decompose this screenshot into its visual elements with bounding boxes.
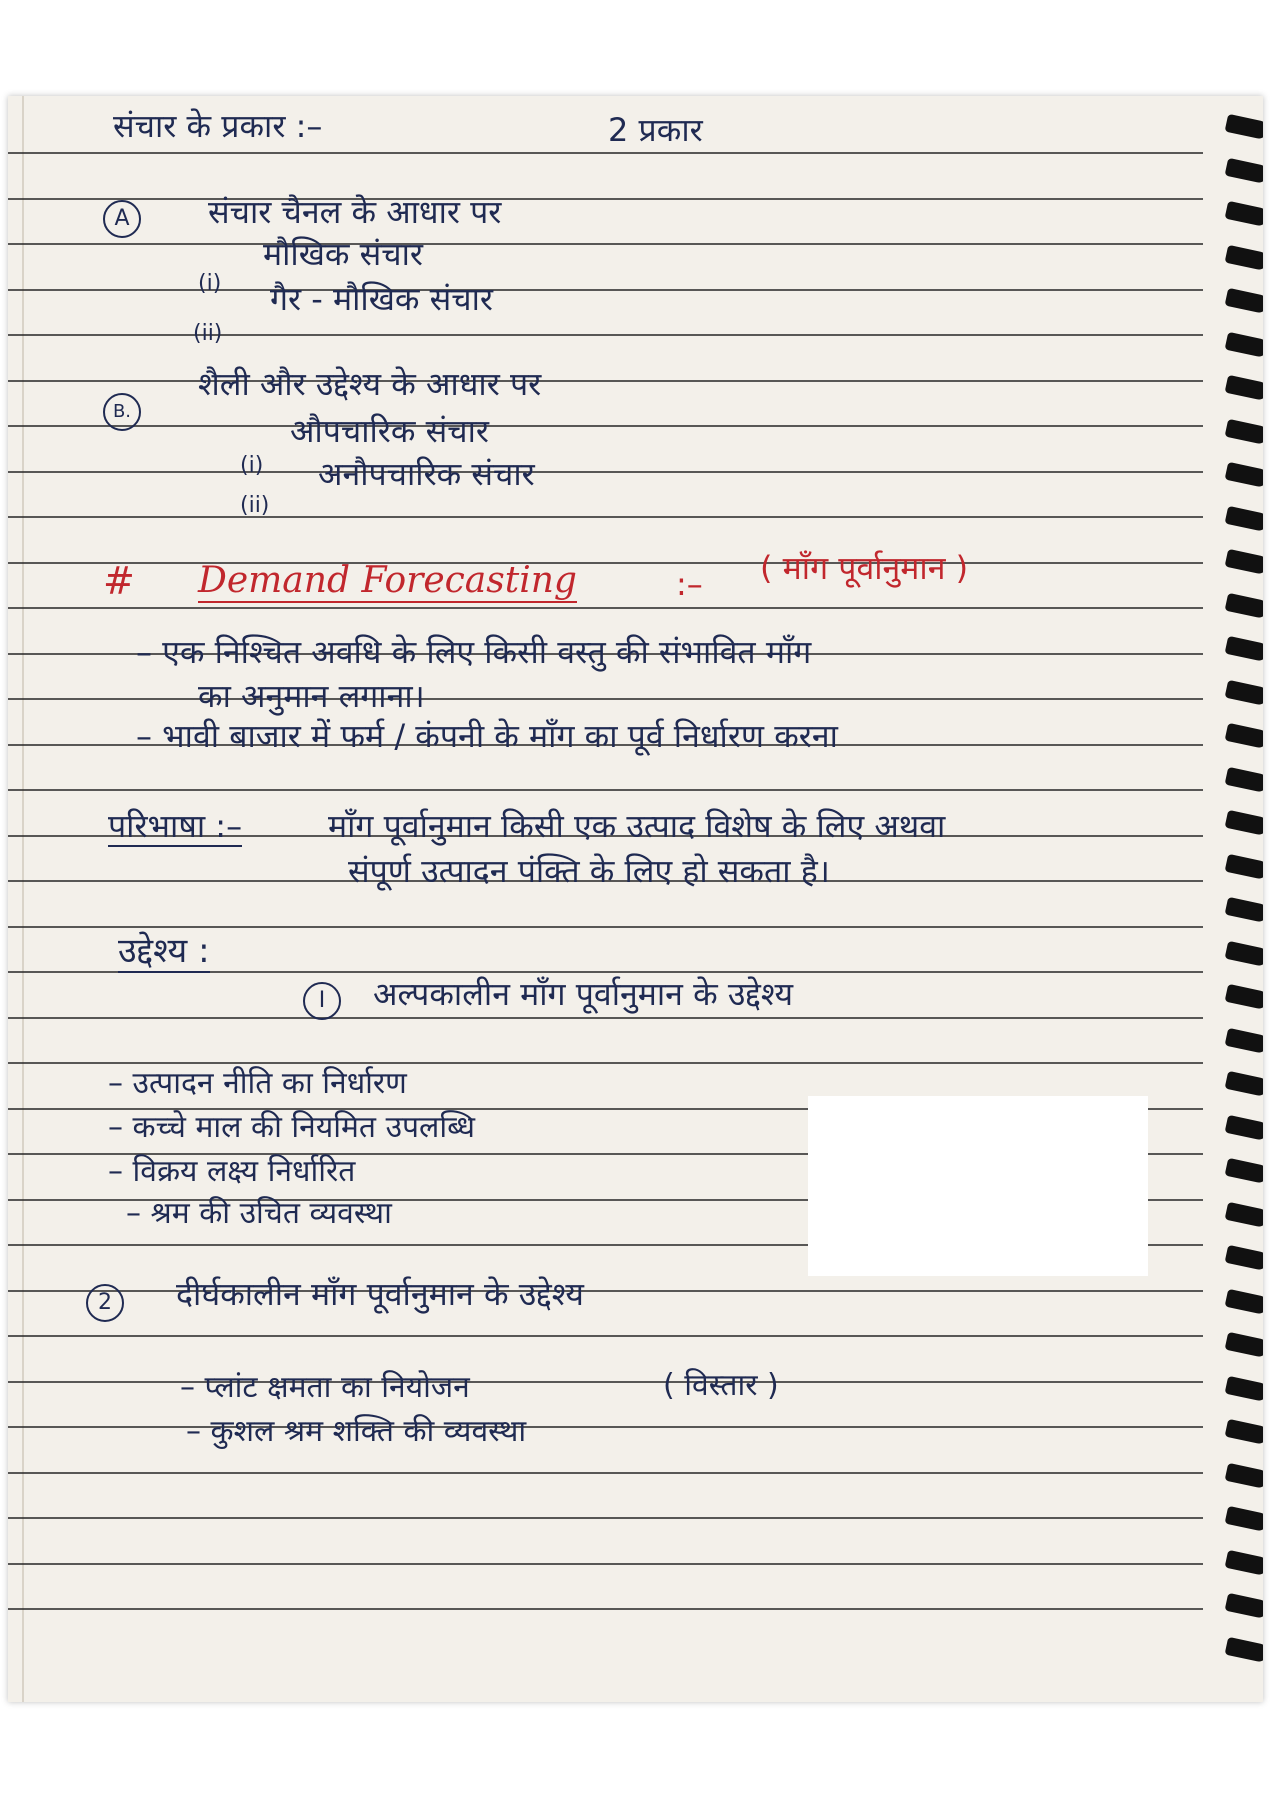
- spiral-ring: [1225, 940, 1263, 966]
- section-b-item-2: अनौपचारिक संचार: [318, 455, 535, 493]
- long-term-marker: 2: [86, 1278, 124, 1322]
- demand-hindi-title: ( माँग पूर्वानुमान ): [760, 549, 969, 587]
- spiral-ring: [1225, 853, 1263, 879]
- ruled-line: [8, 198, 1203, 200]
- spiral-ring: [1225, 1636, 1263, 1662]
- spiral-ring: [1225, 1027, 1263, 1053]
- ruled-line: [8, 1517, 1203, 1519]
- spiral-ring: [1225, 201, 1263, 227]
- section-b-item-1: औपचारिक संचार: [290, 412, 489, 450]
- ruled-line: [8, 1563, 1203, 1565]
- short-item-2: – कच्चे माल की नियमित उपलब्धि: [108, 1110, 476, 1145]
- spiral-ring: [1225, 244, 1263, 270]
- ruled-line: [8, 152, 1203, 154]
- bullet-2: – भावी बाजार में फर्म / कंपनी के माँग का पूर्व निर्धारण करना: [136, 717, 838, 755]
- short-term-title: अल्पकालीन माँग पूर्वानुमान के उद्देश्य: [373, 975, 794, 1013]
- demand-title: Demand Forecasting: [198, 560, 577, 601]
- spiral-ring: [1225, 636, 1263, 662]
- spiral-ring: [1225, 679, 1263, 705]
- spiral-ring: [1225, 1201, 1263, 1227]
- ruled-line: [8, 380, 1203, 382]
- section-a-item-1: मौखिक संचार: [263, 235, 423, 273]
- long-item-2: – कुशल श्रम शक्ति की व्यवस्था: [186, 1414, 527, 1449]
- ruled-line: [8, 789, 1203, 791]
- spiral-ring: [1225, 897, 1263, 923]
- page-heading: संचार के प्रकार :–: [113, 107, 323, 145]
- spiral-ring: [1225, 331, 1263, 357]
- ruled-line: [8, 562, 1203, 564]
- section-b-item-1-num: (i): [240, 453, 264, 478]
- definition-line-1: माँग पूर्वानुमान किसी एक उत्पाद विशेष के लिए अथवा: [328, 807, 946, 845]
- ruled-line: [8, 425, 1203, 427]
- spiral-ring: [1225, 1332, 1263, 1358]
- definition-label: परिभाषा :–: [108, 807, 243, 845]
- redacted-area: [808, 1096, 1148, 1276]
- notebook-page: [8, 96, 1263, 1702]
- long-term-title: दीर्घकालीन माँग पूर्वानुमान के उद्देश्य: [176, 1275, 584, 1313]
- heading-count: 2 प्रकार: [608, 111, 703, 149]
- section-b-marker: B.: [103, 386, 141, 431]
- ruled-line: [8, 334, 1203, 336]
- spiral-ring: [1225, 1288, 1263, 1314]
- objectives-label: उद्देश्य :: [118, 931, 210, 971]
- spiral-ring: [1225, 462, 1263, 488]
- margin-line: [22, 96, 24, 1702]
- ruled-line: [8, 698, 1203, 700]
- section-b-item-2-num: (ii): [240, 493, 270, 518]
- spiral-ring: [1225, 114, 1263, 140]
- section-b-title: शैली और उद्देश्य के आधार पर: [198, 365, 542, 403]
- spiral-ring: [1225, 984, 1263, 1010]
- ruled-line: [8, 926, 1203, 928]
- section-a-marker: A: [103, 194, 141, 238]
- spiral-ring: [1225, 549, 1263, 575]
- spiral-ring: [1225, 505, 1263, 531]
- spiral-ring: [1225, 418, 1263, 444]
- section-a-item-2-num: (ii): [193, 321, 223, 346]
- spiral-ring: [1225, 1419, 1263, 1445]
- ruled-line: [8, 516, 1203, 518]
- definition-line-2: संपूर्ण उत्पादन पंक्ति के लिए हो सकता है।: [348, 852, 830, 890]
- spiral-ring: [1225, 1158, 1263, 1184]
- ruled-line: [8, 1335, 1203, 1337]
- bullet-1-cont: का अनुमान लगाना।: [198, 677, 425, 715]
- short-term-marker: I: [303, 976, 341, 1020]
- demand-hash: #: [103, 559, 135, 603]
- section-a-title: संचार चैनल के आधार पर: [208, 193, 502, 231]
- spiral-ring: [1225, 375, 1263, 401]
- spiral-ring: [1225, 592, 1263, 618]
- ruled-line: [8, 243, 1203, 245]
- spiral-ring: [1225, 1114, 1263, 1140]
- ruled-line: [8, 471, 1203, 473]
- spiral-ring: [1225, 288, 1263, 314]
- ruled-line: [8, 607, 1203, 609]
- spiral-ring: [1225, 1506, 1263, 1532]
- ruled-line: [8, 289, 1203, 291]
- spiral-ring: [1225, 766, 1263, 792]
- section-a-item-2: गैर - मौखिक संचार: [270, 280, 493, 318]
- short-item-3: – विक्रय लक्ष्य निर्धारित: [108, 1154, 356, 1189]
- spiral-ring: [1225, 1071, 1263, 1097]
- ruled-line: [8, 1017, 1203, 1019]
- long-item-1: – प्लांट क्षमता का नियोजन: [180, 1370, 470, 1405]
- bullet-1: – एक निश्चित अवधि के लिए किसी वस्तु की संभावित माँग: [136, 633, 812, 671]
- long-item-note: ( विस्तार ): [663, 1368, 779, 1403]
- spiral-ring: [1225, 1593, 1263, 1619]
- ruled-line: [8, 1472, 1203, 1474]
- ruled-line: [8, 1608, 1203, 1610]
- short-item-1: – उत्पादन नीति का निर्धारण: [108, 1066, 407, 1101]
- spiral-ring: [1225, 810, 1263, 836]
- spiral-ring: [1225, 1375, 1263, 1401]
- short-item-4: – श्रम की उचित व्यवस्था: [126, 1196, 392, 1231]
- spiral-ring: [1225, 723, 1263, 749]
- spiral-ring: [1225, 1549, 1263, 1575]
- section-a-item-1-num: (i): [198, 271, 222, 296]
- spiral-ring: [1225, 157, 1263, 183]
- demand-colon: :–: [676, 565, 703, 603]
- spiral-ring: [1225, 1462, 1263, 1488]
- spiral-ring: [1225, 1245, 1263, 1271]
